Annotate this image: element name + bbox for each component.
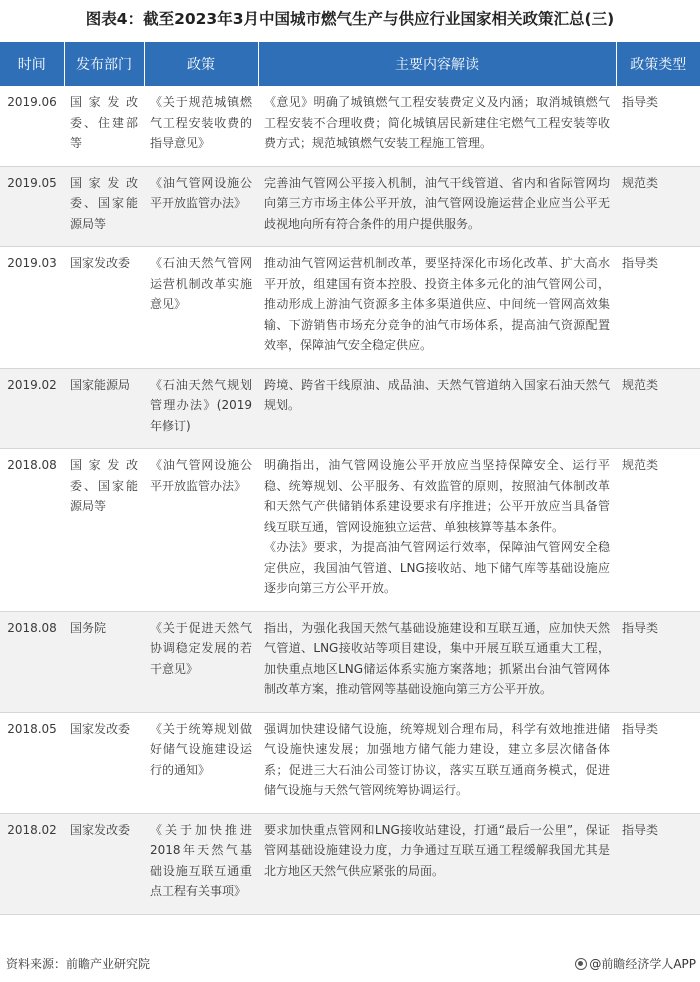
brand-text: @前瞻经济学人APP: [589, 957, 696, 971]
content-paragraph: 完善油气管网公平接入机制，油气干线管道、省内和省际管网均向第三方市场主体公平开放，油气管网设施运营企业应当公平无歧视地向所有符合条件的用户提供服务。: [264, 175, 610, 231]
table-row: [0, 368, 700, 449]
circle-logo-icon: [575, 958, 587, 970]
cell-dept: 国家发改委: [64, 712, 144, 813]
cell-content: [258, 611, 616, 712]
cell-policy: 《油气管网设施公平开放监管办法》: [144, 166, 258, 247]
cell-policy: 《油气管网设施公平开放监管办法》: [144, 449, 258, 612]
content-paragraph: 强调加快建设储气设施，统筹规划合理布局，科学有效地推进储气设施快速发展；加强地方储气能力建设，建立多层次储备体系；促进三大石油公司签订协议，落实互联互通商务模式，促进储气设施与天然气管网统筹协调运行。: [264, 721, 610, 797]
cell-type: 指导类: [616, 247, 700, 369]
cell-content: [258, 449, 616, 612]
cell-content: [258, 712, 616, 813]
table-header-row: [0, 42, 700, 86]
cell-policy: 《关于促进天然气协调稳定发展的若干意见》: [144, 611, 258, 712]
content-paragraph: 《办法》要求，为提高油气管网运行效率，保障油气管网安全稳定供应，我国油气管道、LNG接收站、地下储气库等基础设施应逐步向第三方公平开放。: [264, 540, 610, 595]
cell-policy: 《关于规范城镇燃气工程安装收费的指导意见》: [144, 86, 258, 166]
cell-dept: 国家能源局: [64, 368, 144, 449]
table-row: [0, 166, 700, 247]
cell-type: 指导类: [616, 813, 700, 914]
cell-type: 指导类: [616, 611, 700, 712]
cell-dept: 国务院: [64, 611, 144, 712]
cell-content: [258, 86, 616, 166]
brand-credit: [575, 955, 696, 972]
content-paragraph: 跨境、跨省干线原油、成品油、天然气管道纳入国家石油天然气规划。: [264, 377, 610, 412]
cell-content: [258, 368, 616, 449]
table-row: [0, 813, 700, 914]
content-paragraph: 推动油气管网运营机制改革，要坚持深化市场化改革、扩大高水平开放，组建国有资本控股、投资主体多元化的油气管网公司，推动形成上游油气资源多主体多渠道供应、中间统一管网高效集输、下游销售市场充分竞争的油气市场体系，提高油气资源配置效率，保障油气安全稳定供应。: [264, 256, 610, 352]
cell-time: 2019.02: [0, 368, 64, 449]
cell-type: 规范类: [616, 449, 700, 612]
cell-dept: 国家发改委、住建部等: [64, 86, 144, 166]
cell-dept: 国家发改委、国家能源局等: [64, 449, 144, 612]
cell-dept: 国家发改委: [64, 813, 144, 914]
cell-type: 指导类: [616, 712, 700, 813]
table-row: [0, 712, 700, 813]
cell-policy: 《关于加快推进2018年天然气基础设施互联互通重点工程有关事项》: [144, 813, 258, 914]
cell-time: 2019.03: [0, 247, 64, 369]
header-dept: 发布部门: [64, 42, 144, 86]
header-time: 时间: [0, 42, 64, 86]
cell-type: 指导类: [616, 86, 700, 166]
table-row: [0, 247, 700, 369]
cell-time: 2019.06: [0, 86, 64, 166]
table-row: [0, 449, 700, 612]
policy-table: [0, 42, 700, 915]
cell-content: [258, 247, 616, 369]
cell-content: [258, 166, 616, 247]
cell-type: 规范类: [616, 368, 700, 449]
cell-time: 2018.08: [0, 449, 64, 612]
footer: [0, 948, 700, 978]
cell-policy: 《石油天然气规划管理办法》(2019年修订): [144, 368, 258, 449]
header-content: 主要内容解读: [258, 42, 616, 86]
cell-policy: 《石油天然气管网运营机制改革实施意见》: [144, 247, 258, 369]
content-paragraph: 指出，为强化我国天然气基础设施建设和互联互通，应加快天然气管道、LNG接收站等项目建设，集中开展互联互通重大工程，加快重点地区LNG储运体系实施方案落地；抓紧出台油气管网体制改革方案，推动管网等基础设施向第三方公平开放。: [264, 620, 610, 696]
cell-time: 2018.08: [0, 611, 64, 712]
header-type: 政策类型: [616, 42, 700, 86]
cell-dept: 国家发改委、国家能源局等: [64, 166, 144, 247]
cell-dept: 国家发改委: [64, 247, 144, 369]
cell-time: 2018.05: [0, 712, 64, 813]
table-row: [0, 86, 700, 166]
page-title: 图表4：截至2023年3月中国城市燃气生产与供应行业国家相关政策汇总(三): [85, 10, 615, 28]
source-note: 资料来源：前瞻产业研究院: [6, 957, 151, 971]
table-row: [0, 611, 700, 712]
cell-type: 规范类: [616, 166, 700, 247]
content-paragraph: 要求加快重点管网和LNG接收站建设，打通“最后一公里”，保证管网基础设施建设力度，力争通过互联互通工程缓解我国尤其是北方地区天然气供应紧张的局面。: [264, 822, 610, 878]
cell-policy: 《关于统筹规划做好储气设施建设运行的通知》: [144, 712, 258, 813]
cell-content: [258, 813, 616, 914]
content-paragraph: 《意见》明确了城镇燃气工程安装费定义及内涵；取消城镇燃气工程安装不合理收费；简化城镇居民新建住宅燃气工程安装等收费方式；规范城镇燃气安装工程施工管理。: [264, 95, 610, 150]
content-paragraph: 明确指出，油气管网设施公平开放应当坚持保障安全、运行平稳、统筹规划、公平服务、有效监管的原则，按照油气体制改革和天然气产供储销体系建设要求有序推进；公平开放应当具备管线互联互通，管网设施独立运营、单独核算等基本条件。: [264, 458, 610, 534]
header-policy: 政策: [144, 42, 258, 86]
cell-time: 2018.02: [0, 813, 64, 914]
cell-time: 2019.05: [0, 166, 64, 247]
